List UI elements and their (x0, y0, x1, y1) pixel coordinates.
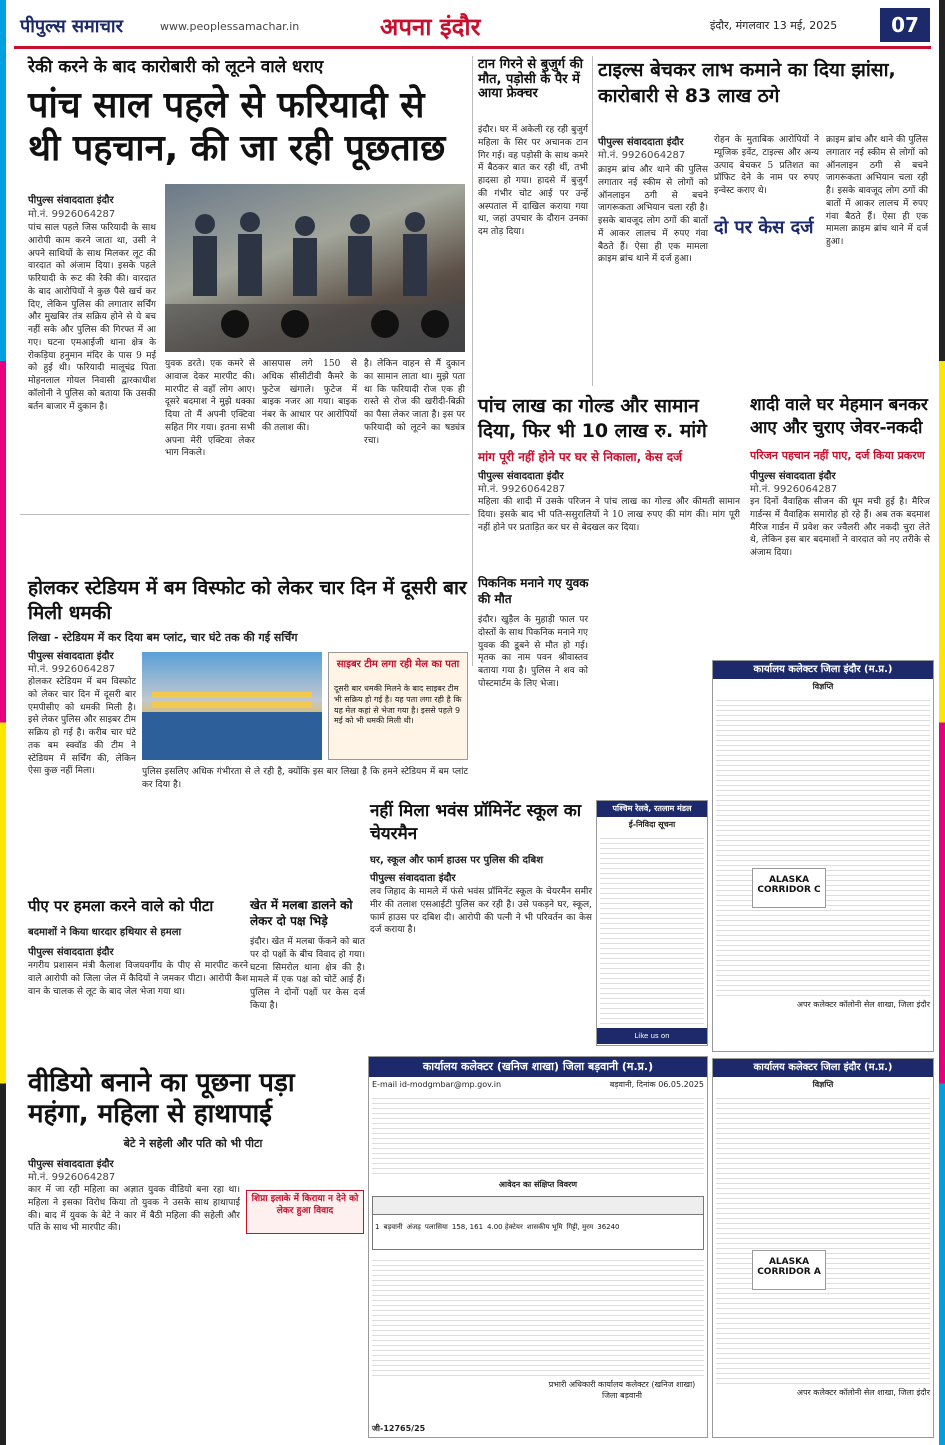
video-subhead: बेटे ने सहेली और पति को भी पीटा (123, 1137, 263, 1150)
tanker-body: इंदौर। घर में अकेली रह रही बुजुर्ग महिला के सिर पर अचानक टान गिर गई। वह पड़ोसी के साथ कमरे में बैठकर बात कर रही थीं, तभी हादसा हो गया। हादसे में बुजुर्ग की गंभीर चोट आई पर उन्हें अस्पताल में दाखिल कराया गया था, जहां उपचार के दौरान उनका दम तोड़ दिया। (478, 125, 588, 238)
holkar-mobile: मो.नं. 9926064287 (28, 664, 116, 675)
wedding-headline: शादी वाले घर मेहमान बनकर आए और चुराए जेवर-नकदी (750, 395, 928, 438)
holkar-headline: होलकर स्टेडियम में बम विस्फोट को लेकर चार दिन में दूसरी बार मिली धमकी (28, 577, 467, 624)
video-highlight: शिप्रा इलाके में किराया न देने को लेकर हुआ विवाद (246, 1190, 364, 1234)
stadium-photo (142, 652, 322, 760)
column-rule (592, 56, 593, 386)
barwani-email: E-mail id-modgmbar@mp.gov.in (372, 1080, 502, 1089)
tiles-body3: क्राइम ब्रांच और थाने की पुलिस लगातार नई स्कीम से लोगों को ऑनलाइन ठगी से बचने जागरूकता अभियान चला रही है। इसके बावजूद लोग ठगों की बातों में आकर लालच में रुपए गंवा बैठते हैं। ऐसा ही एक मामला क्राइम ब्रांच थाने में दर्ज हुआ। (826, 135, 928, 248)
collector2-sign: अपर कलेक्टर कॉलोनी सेल शाखा, जिला इंदौर (796, 1388, 930, 1397)
reki-body-col1: पांच साल पहले जिस फरियादी के साथ आरोपी काम करने जाता था, उसी ने अपने साथियों के साथ मिलकर लूट की वारदात को अंजाम दिया। इसके पहले फरियादी के रूट की रेकी की। वारदात के बाद आरोपियों ने कुछ पैसे खर्च कर दिए, लेकिन पुलिस की लगातार सर्चिंग और मुखबिर तंत्र सक्रिय होने से ये बच नहीं सके और पुलिस की गिरफ्त में आ गए। घटना एमआईजी थाना क्षेत्र के रोकड़िया हनुमान मंदिर के पास 9 मई को हुई थी। फरियादी मालूचंद्र पिता मोहनलाल गोयल निवासी द्वारकाधीश कॉलोनी ने पुलिस को बताया कि उसकी बर्तन बाजार में दुकान है। (28, 223, 156, 412)
pea-subhead: बदमाशों ने किया धारदार हथियार से हमला (28, 927, 182, 938)
barwani-table-header (373, 1197, 703, 1215)
reki-body-col2: युवक डरते। एक कमरे से आवाज देकर मारपीट की। मारपीट से वहाँ लोग आए। दूसरे बदमाश ने मुझे धक्का दिया तो मैं अपनी एक्टिवा सहित गिर गया। इतना सभी अपना मेरी एक्टिवा लेकर भाग निकले। (165, 359, 255, 459)
tiles-byline: पीपुल्स संवाददाता इंदौर (598, 137, 684, 148)
pea-byline: पीपुल्स संवाददाता इंदौर (28, 947, 114, 958)
prominent-body: लव जिहाद के मामले में फंसे भवंस प्रॉमिनेंट स्कूल के चेयरमैन समीर मीर की तलाश एसआईटी पुलिस कर रही है। उसे पकड़ने घर, स्कूल, फार्म हाउस पर दबिश दी। आरोपी की पत्नी ने भी परिवर्तन का केस दर्ज कराया है। (370, 887, 592, 936)
barwani-sign: प्रभारी अधिकारी कार्यालय कलेक्टर (खनिज शाखा) जिला बड़वानी (548, 1380, 696, 1400)
picnic-body: इंदौर। खुड़ैल के मुहाड़ी फाल पर दोस्तों के साथ पिकनिक मनाने गए युवक की डूबने से मौत हो गई। मृतक का नाम पवन श्रीवास्तव बताया गया है। पुलिस ने शव को पोस्टमार्टम के लिए भेजा। (478, 615, 588, 689)
barwani-cell: गिट्टी, मुरम (566, 1223, 594, 1231)
collector1-text-block (716, 696, 930, 996)
video-mobile: मो.नं. 9926064287 (28, 1172, 116, 1183)
reki-headline: पांच साल पहले से फरियादी से थी पहचान, की जा रही पूछताछ (28, 85, 446, 170)
barwani-text-block (372, 1094, 704, 1176)
gold-subhead: मांग पूरी नहीं होने पर घर से निकाला, केस दर्ज (478, 450, 683, 464)
reki-body-col3: आसपास लगे 150 से अधिक सीसीटीवी कैमरे के फुटेज खंगाले। फुटेज में बाइक नजर आ गया। बाइक नंबर के आधार पर आरोपियों की तलाश की। (262, 359, 357, 433)
gold-headline: पांच लाख का गोल्ड और सामान दिया, फिर भी 10 लाख रु. मांगे (478, 395, 707, 442)
page-number: 07 (880, 8, 930, 42)
holkar-caption-title: साइबर टीम लगा रही मेल का पता (336, 659, 460, 670)
collector1-sign: अपर कलेक्टर कॉलोनी सेल शाखा, जिला इंदौर (796, 1000, 930, 1009)
tiles-mobile: मो.नं. 9926064287 (598, 150, 686, 161)
holkar-subhead: लिखा - स्टेडियम में कर दिया बम प्लांट, चार घंटे तक की गई सर्चिंग (28, 631, 298, 644)
column-rule (472, 56, 473, 666)
barwani-code: जी-12765/25 (372, 1424, 426, 1433)
prominent-byline: पीपुल्स संवाददाता इंदौर (370, 873, 456, 884)
barwani-table (372, 1196, 704, 1250)
pea-body: नगरीय प्रशासन मंत्री कैलाश विजयवर्गीय के पीए से मारपीट करने वाले आरोपी को जिला जेल में कैदियों ने जमकर पीटा। आरोपी कैश वान के चालक से लूट के बाद जेल भेजा गया था। (28, 961, 248, 997)
khet-body: इंदौर। खेत में मलबा फेंकने को बात पर दो पक्षों के बीच विवाद हो गया। घटना सिमरोल थाना क्षेत्र की है। मामले में एक पक्ष को चोटें आई हैं। पुलिस ने दोनों पक्षों पर केस दर्ज किया है। (250, 937, 365, 1011)
holkar-body2: पुलिस इसलिए अधिक गंभीरता से ले रही है, क्योंकि इस बार लिखा है कि हमने स्टेडियम में बम प्लांट कर दिया है। (142, 767, 468, 790)
collector1-subtitle: विज्ञप्ति (812, 682, 834, 691)
barwani-table-title: आवेदन का संक्षिप्त विवरण (498, 1180, 578, 1189)
barwani-cell: 1 (375, 1223, 380, 1231)
barwani-cell: 158, 161 (451, 1223, 484, 1231)
prominent-headline: नहीं मिला भवंस प्रॉमिनेंट स्कूल का चेयरमैन (370, 801, 582, 844)
tanker-headline: टान गिरने से बुजुर्ग की मौत, पड़ोसी के पैर में आया फ्रेक्चर (478, 57, 583, 102)
wedding-mobile: मो.नं. 9926064287 (750, 484, 838, 495)
tiles-subhead: दो पर केस दर्ज (714, 217, 814, 238)
video-body: कार में जा रही महिला का अज्ञात युवक वीडियो बना रहा था। महिला ने इसका विरोध किया तो युवक ने उसके साथ हाथापाई की। बाद में युवक के बेटे ने कार में बैठी महिला की सहेली और पति के साथ भी मारपीट की। (28, 1185, 240, 1234)
tiles-body: क्राइम ब्रांच और थाने की पुलिस लगातार नई स्कीम से लोगों को ऑनलाइन ठगी से बचने जागरूकता अभियान चला रही है। इसके बावजूद लोग ठगों की बातों में आकर लालच में रुपए गंवा बैठते हैं। ऐसा ही एक मामला क्राइम ब्रांच थाने में दर्ज हुआ। (598, 165, 708, 265)
collector2-text-block (716, 1094, 930, 1384)
pea-headline: पीए पर हमला करने वाले को पीटा (28, 897, 214, 915)
tiles-body2: रोहन के मुताबिक आरोपियों ने म्यूजिक इवेंट, टाइल्स और अन्य उत्पाद बेचकर 5 प्रतिशत का प्रॉफिट देने के नाम पर रुपए इन्वेस्ट कराए थे। (714, 135, 819, 197)
police-team-photo-icon (165, 184, 465, 352)
railway-tender-title: पश्चिम रेलवे, रतलाम मंडल (597, 801, 707, 817)
video-headline: वीडियो बनाने का पूछना पड़ा महंगा, महिला से हाथापाई (28, 1068, 295, 1130)
gold-byline: पीपुल्स संवाददाता इंदौर (478, 471, 564, 482)
barwani-cell: 36240 (597, 1223, 620, 1231)
wedding-byline: पीपुल्स संवाददाता इंदौर (750, 471, 836, 482)
holkar-caption-body: दूसरी बार धमकी मिलने के बाद साइबर टीम भी सक्रिय हो गई है। यह पता लगा रही है कि यह मेल कहां से भेजा गया है। इससे पहले 9 मई को भी धमकी मिली थी। (334, 684, 462, 726)
barwani-cell: शासकीय भूमि (526, 1223, 563, 1231)
reki-byline: पीपुल्स संवाददाता इंदौर (28, 195, 114, 206)
wedding-subhead: परिजन पहचान नहीं पाए, दर्ज किया प्रकरण (750, 449, 925, 462)
picnic-headline: पिकनिक मनाने गए युवक की मौत (478, 576, 589, 606)
railway-facebook-link[interactable]: Like us on facebook.com/WesternRly (597, 1028, 707, 1044)
print-color-bar-left (0, 0, 6, 1445)
railway-tender-subtitle: ई-निविदा सूचना (628, 820, 676, 829)
barwani-cell: अंजड़ (406, 1223, 421, 1231)
masthead-url: www.peoplessamachar.in (160, 20, 300, 33)
stadium-icon (142, 652, 322, 760)
barwani-cell: 4.00 हेक्टेयर (487, 1223, 523, 1231)
barwani-date: बड़वानी, दिनांक 06.05.2025 (609, 1080, 704, 1089)
masthead-brand: पीपुल्स समाचार (20, 16, 123, 37)
collector2-subtitle: विज्ञप्ति (812, 1080, 834, 1089)
holkar-byline: पीपुल्स संवाददाता इंदौर (28, 651, 114, 662)
holkar-body: होलकर स्टेडियम में बम विस्फोट को लेकर चार दिन में दूसरी बार एमपीसीए को धमकी मिली है। इसे लेकर पुलिस और साइबर टीम सक्रिय हो गई है। करीब चार घंटे तक बम स्क्वॉड की टीम ने स्टेडियम में सर्चिंग की, लेकिन ऐसा कुछ नहीं मिला। (28, 677, 136, 777)
reki-photo (165, 184, 465, 352)
barwani-table-row (373, 1215, 703, 1240)
masthead-rule (14, 46, 931, 49)
collector2-title: कार्यालय कलेक्टर जिला इंदौर (म.प्र.) (713, 1059, 933, 1077)
barwani-cell: बड़वानी (383, 1223, 403, 1231)
barwani-conditions (372, 1256, 704, 1376)
reki-mobile: मो.नं. 9926064287 (28, 209, 116, 220)
video-byline: पीपुल्स संवाददाता इंदौर (28, 1159, 114, 1170)
reki-body-col4: है। लेकिन वाहन से मैं दुकान का सामान लाता था। मुझे पता था कि फरियादी रोज एक ही रास्ते से रोज की खरीदी-बिक्री का पैसा लेकर जाता है। इस पर फरियादी को लूटने का षड्यंत्र रचा। (364, 359, 465, 446)
railway-tender-text-block (600, 834, 704, 1024)
barwani-cell: पलासिया (424, 1223, 448, 1231)
tiles-headline: टाइल्स बेचकर लाभ कमाने का दिया झांसा, कारोबारी से 83 लाख ठगे (598, 59, 896, 107)
collector1-title: कार्यालय कलेक्टर जिला इंदौर (म.प्र.) (713, 661, 933, 679)
collector2-project-name: ALASKA CORRIDOR A (752, 1250, 826, 1290)
section-title: अपना इंदौर (380, 13, 481, 41)
gold-mobile: मो.नं. 9926064287 (478, 484, 566, 495)
barwani-title: कार्यालय कलेक्टर (खनिज शाखा) जिला बड़वानी (म.प्र.) (369, 1057, 707, 1077)
wedding-body: इन दिनों वैवाहिक सीजन की धूम मची हुई है। मैरिज गार्डन्स में वैवाहिक समारोह हो रहे हैं। अब तक बदमाश मैरिज गार्डन में प्रवेश कर ज्वैलरी और नकदी चुरा लेते थे, लेकिन इस बार बदमाशों ने वारदात को नए तरीके से अंजाम दिया। (750, 497, 930, 559)
collector1-project-name: ALASKA CORRIDOR C (752, 868, 826, 908)
prominent-subhead: घर, स्कूल और फार्म हाउस पर पुलिस की दबिश (370, 855, 544, 866)
print-color-bar-right (939, 0, 945, 1445)
khet-headline: खेत में मलबा डालने को लेकर दो पक्ष भिड़े (250, 898, 353, 928)
issue-date: इंदौर, मंगलवार 13 मई, 2025 (710, 19, 838, 32)
gold-body: महिला की शादी में उसके परिजन ने पांच लाख का गोल्ड और कीमती सामान दिया। इसके बाद भी पति-ससुरालियों ने 10 लाख रुपए की मांग की। मांग पूरी नहीं होने पर प्रताड़ित कर घर से बेदखल कर दिया। (478, 497, 740, 533)
reki-kicker: रेकी करने के बाद कारोबारी को लूटने वाले धराए (28, 57, 324, 77)
divider (20, 514, 470, 515)
